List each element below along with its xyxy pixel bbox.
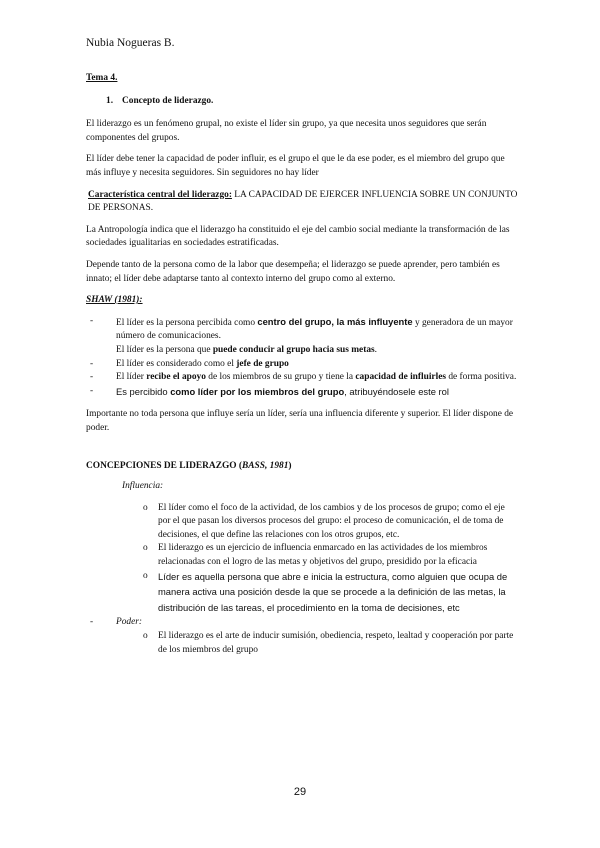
list-item [86, 315, 518, 358]
item-text: El líder es la persona percibida como [116, 317, 258, 328]
dash-marker: - [90, 617, 94, 628]
item-text: de los miembros de su grupo y tiene la [205, 372, 356, 383]
author-header: Nubia Nogueras B. [86, 37, 175, 49]
item-emphasis: centro del grupo, la más influyente [257, 315, 413, 327]
item-text: El líder [116, 372, 147, 383]
power-list [86, 616, 518, 630]
item-emphasis: recibe el apoyo [146, 372, 206, 383]
page-content [86, 72, 518, 657]
item-emphasis: jefe de grupo [236, 358, 289, 369]
characteristic-text: LA CAPACIDAD DE EJERCER INFLUENCIA SOBRE UN CONJUNTO DE PERSONAS. [88, 189, 518, 214]
shaw-heading: SHAW (1981): [86, 295, 143, 306]
circle-marker: o [143, 543, 148, 554]
paragraph: El líder debe tener la capacidad de poder influir, es el grupo el que le da ese poder, es el miembro del grupo que más influye y necesita seguidores. Sin seguidores no hay líder [86, 154, 505, 178]
influence-list [86, 502, 518, 617]
shaw-list [86, 315, 518, 401]
heading-text: CONCEPCIONES DE LIDERAZGO ( [86, 461, 243, 472]
key-characteristic [86, 189, 518, 216]
paragraph: La Antropología indica que el liderazgo ha constituido el eje del cambio social mediante la transformación de las sociedades igualitarias en sociedades estratificadas. [86, 224, 510, 249]
item-emphasis: capacidad de influirles [355, 372, 447, 383]
list-item [86, 358, 518, 372]
circle-marker: o [143, 502, 148, 513]
list-item [143, 570, 518, 617]
list-item [86, 371, 518, 385]
item-text: . [374, 344, 378, 355]
item-text: El líder es la persona que [116, 344, 213, 355]
item-text: El liderazgo es un ejercicio de influencia enmarcado en las actividades de los miembros relacionadas con el logro de las metas y objetivos del grupo, presidido por la eficacia [158, 543, 488, 568]
item-text: y generadora de un mayor número de comunicaciones. [116, 317, 513, 342]
influence-label: Influencia: [122, 481, 164, 492]
circle-marker: o [143, 631, 148, 641]
list-item [143, 630, 518, 657]
circle-marker: o [143, 570, 148, 581]
item-text: El líder como el foco de la actividad, de los cambios y de los procesos de grupo; como el eje por el que pasan los diversos procesos del grupo: el proceso de comunicación, el de toma de decisiones, el que define las relaciones con los otros grupos, etc. [158, 502, 505, 540]
dash-marker: - [90, 372, 94, 383]
power-label: Poder: [116, 617, 143, 628]
heading-citation: BASS, 1981 [242, 461, 289, 472]
characteristic-label: Característica central del liderazgo: [88, 189, 232, 200]
page-number: 29 [293, 786, 307, 798]
heading-text: ) [288, 461, 292, 472]
item-text: Líder es aquella persona que abre e inicia la estructura, como alguien que ocupa de manera activa una posición desde la que se procede a la definición de las metas, la distribución de las tareas, el procedimiento en la toma de decisiones, etc [158, 570, 508, 613]
item-emphasis: puede conducir al grupo hacia sus metas [212, 344, 375, 355]
item-text: Es percibido [116, 385, 171, 397]
paragraph: El liderazgo es un fenómeno grupal, no existe el líder sin grupo, ya que necesita unos seguidores que serán componentes del grupos. [86, 119, 487, 143]
conceptions-heading [86, 460, 518, 474]
item-text: El liderazgo es el arte de inducir sumisión, obediencia, respeto, lealtad y cooperación por parte de los miembros del grupo [158, 631, 514, 655]
closing-paragraph: Importante no toda persona que influye sería un líder, sería una influencia diferente y superior. El líder dispone de poder. [86, 409, 514, 433]
list-item [86, 616, 518, 630]
list-item [143, 502, 518, 543]
dash-marker: - [90, 358, 94, 369]
paragraph: Depende tanto de la persona como de la labor que desempeña; el liderazgo se puede aprender, pero también es innato; el líder debe adaptarse tanto al contexto interno del grupo como al externo. [86, 259, 500, 284]
topic-heading: Tema 4. [86, 73, 118, 83]
item-text: de forma positiva. [446, 372, 517, 383]
dash-marker: - [90, 385, 94, 396]
dash-marker: - [90, 315, 94, 326]
section-number: 1. [106, 95, 114, 106]
section-heading [106, 95, 518, 109]
item-text: El líder es considerado como el [116, 358, 237, 369]
power-sublist [86, 630, 518, 657]
list-item [86, 385, 518, 401]
item-emphasis: como líder por los miembros del grupo [170, 385, 345, 397]
item-text: , atribuyéndosele este rol [344, 385, 449, 397]
list-item [143, 542, 518, 569]
section-title: Concepto de liderazgo. [122, 95, 214, 106]
